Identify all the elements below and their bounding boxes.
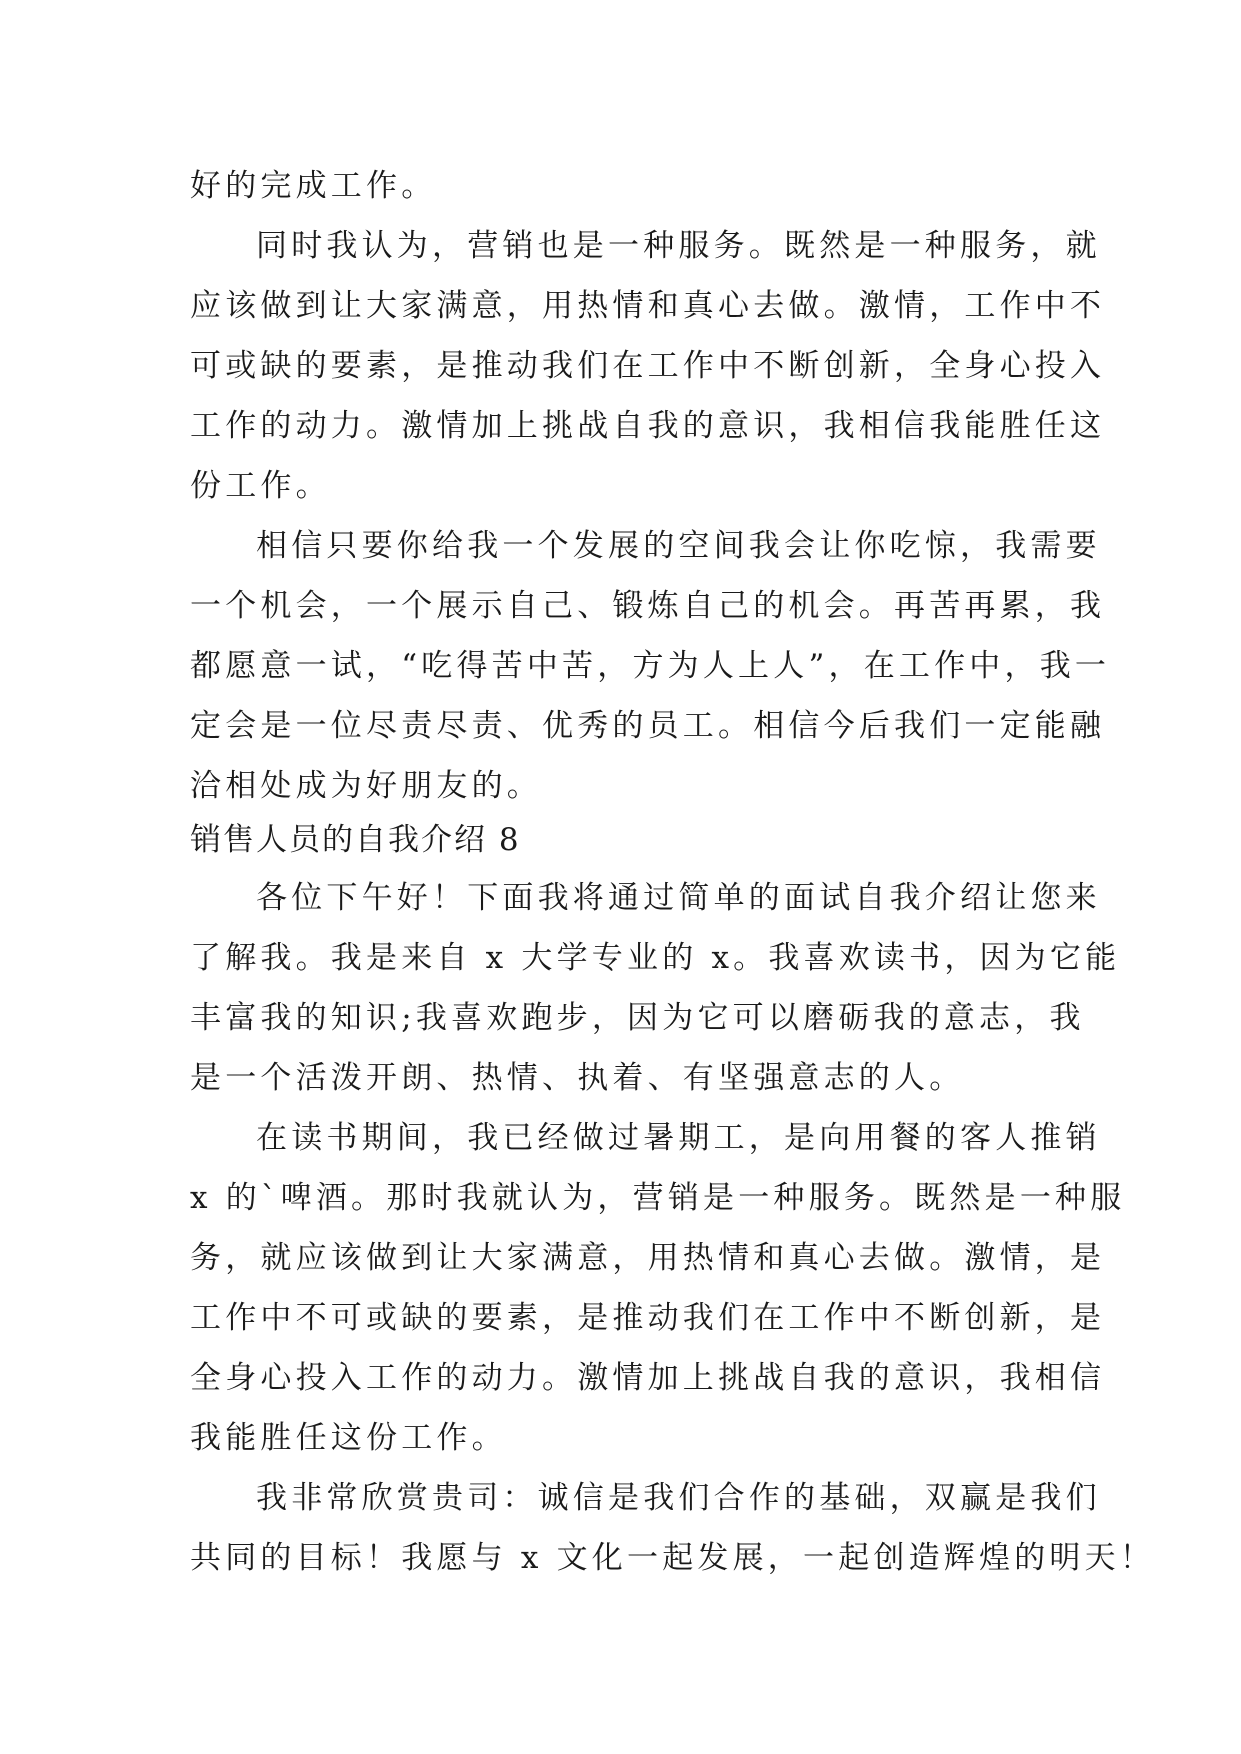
- text-line: 各位下午好！下面我将通过简单的面试自我介绍让您来: [256, 880, 1101, 916]
- text-line: 工作的动力。激情加上挑战自我的意识，我相信我能胜任这: [190, 408, 1106, 444]
- text-line: 同时我认为，营销也是一种服务。既然是一种服务，就: [256, 228, 1101, 264]
- text-line: 工作中不可或缺的要素，是推动我们在工作中不断创新，是: [190, 1300, 1106, 1336]
- text-line: 我非常欣赏贵司：诚信是我们合作的基础，双赢是我们: [256, 1480, 1101, 1516]
- text-line: 洽相处成为好朋友的。: [190, 768, 542, 804]
- text-line: 共同的目标！我愿与 x 文化一起发展，一起创造辉煌的明天！: [190, 1540, 1155, 1576]
- text-line: 份工作。: [190, 468, 331, 504]
- text-line: 应该做到让大家满意，用热情和真心去做。激情，工作中不: [190, 288, 1106, 324]
- text-line: 在读书期间，我已经做过暑期工，是向用餐的客人推销: [256, 1120, 1101, 1156]
- text-line: 我能胜任这份工作。: [190, 1420, 507, 1456]
- text-line: x 的`啤酒。那时我就认为，营销是一种服务。既然是一种服: [190, 1180, 1126, 1216]
- text-line: 好的完成工作。: [190, 168, 437, 204]
- text-line: 全身心投入工作的动力。激情加上挑战自我的意识，我相信: [190, 1360, 1106, 1396]
- text-line: 务，就应该做到让大家满意，用热情和真心去做。激情，是: [190, 1240, 1106, 1276]
- text-line: 定会是一位尽责尽责、优秀的员工。相信今后我们一定能融: [190, 708, 1106, 744]
- text-line: 相信只要你给我一个发展的空间我会让你吃惊，我需要: [256, 528, 1101, 564]
- text-line: 是一个活泼开朗、热情、执着、有坚强意志的人。: [190, 1060, 965, 1096]
- text-line: 都愿意一试，“吃得苦中苦，方为人上人”，在工作中，我一: [190, 648, 1111, 684]
- text-line: 了解我。我是来自 x 大学专业的 x。我喜欢读书，因为它能: [190, 940, 1121, 976]
- text-line: 丰富我的知识;我喜欢跑步，因为它可以磨砺我的意志，我: [190, 1000, 1085, 1036]
- section-heading: 销售人员的自我介绍 8: [190, 822, 521, 858]
- text-line: 可或缺的要素，是推动我们在工作中不断创新，全身心投入: [190, 348, 1106, 384]
- text-line: 一个机会，一个展示自己、锻炼自己的机会。再苦再累，我: [190, 588, 1106, 624]
